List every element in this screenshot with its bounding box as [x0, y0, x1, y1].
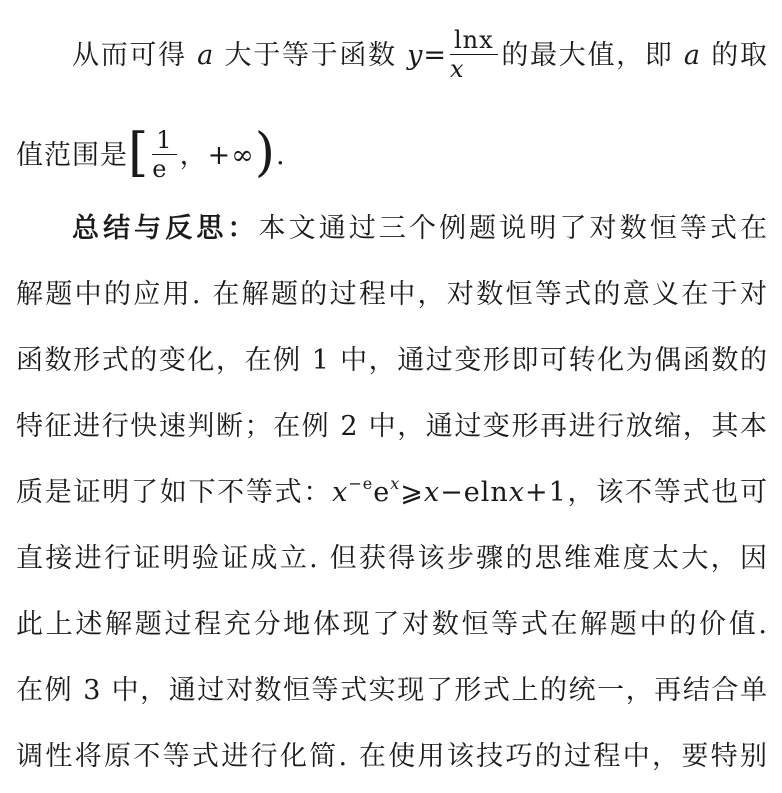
text-segment: 直接进行证明验证成立. 但获得该步骤的思维难度太大，因 — [16, 543, 768, 574]
interval-close-paren: ) — [254, 122, 276, 183]
text-segment: 质是证明了如下不等式： — [16, 477, 333, 508]
text-line-5 — [16, 344, 768, 378]
fraction-numerator: 1 — [152, 126, 176, 155]
text-line-8 — [16, 542, 768, 576]
math-variable-y: y — [407, 40, 424, 71]
math-variable-x: x — [332, 477, 349, 508]
math-equals: = — [423, 40, 447, 71]
text-segment: 特征进行快速判断；在例 2 中，通过变形再进行放缩，其本 — [16, 411, 768, 442]
math-superscript: x — [390, 474, 401, 493]
text-line-9 — [16, 608, 768, 642]
math-geq: ⩾ — [400, 477, 424, 508]
text-line-4 — [16, 278, 768, 312]
text-line-10 — [16, 674, 768, 708]
text-line-3 — [72, 212, 768, 246]
math-superscript: −e — [348, 474, 374, 493]
text-segment: 大于等于函数 — [214, 40, 408, 71]
math-variable-a: a — [683, 40, 701, 71]
text-segment: 在例 3 中，通过对数恒等式实现了形式上的统一，再结合单 — [16, 675, 768, 706]
text-line-2 — [16, 122, 768, 185]
math-variable-x: x — [508, 477, 526, 508]
text-line-11 — [16, 740, 768, 774]
text-line-7 — [16, 476, 768, 510]
text-segment: 从而可得 — [72, 40, 198, 71]
text-line-6 — [16, 410, 768, 444]
text-segment: 解题中的应用. 在解题的过程中，对数恒等式的意义在于对 — [16, 279, 768, 310]
math-variable-a: a — [197, 40, 215, 71]
text-segment: 的最大值，即 — [500, 40, 684, 71]
fraction-denominator: e — [152, 155, 168, 183]
text-segment: 此上述解题过程充分地体现了对数恒等式在解题中的价值. — [16, 609, 768, 640]
math-constant-e: e — [373, 477, 391, 508]
interval-open-bracket: [ — [128, 122, 150, 183]
text-segment: +1，该不等式也可 — [525, 477, 768, 508]
fraction-numerator: lnx — [450, 26, 498, 55]
text-segment: ，+∞ — [179, 140, 255, 171]
section-heading: 总结与反思： — [72, 213, 259, 244]
text-segment: . — [276, 140, 286, 171]
text-line-1 — [72, 28, 768, 85]
text-segment: 函数形式的变化，在例 1 中，通过变形即可转化为偶函数的 — [16, 345, 768, 376]
text-segment: 的取 — [700, 40, 768, 71]
math-segment: −eln — [440, 477, 509, 508]
fraction-1-over-e — [152, 126, 176, 183]
text-segment: 值范围是 — [16, 140, 128, 171]
fraction-lnx-over-x — [450, 26, 498, 83]
text-segment: 调性将原不等式进行化简. 在使用该技巧的过程中，要特别 — [16, 741, 768, 772]
fraction-denominator: x — [449, 55, 465, 83]
text-segment: 本文通过三个例题说明了对数恒等式在 — [258, 213, 769, 244]
math-variable-x: x — [423, 477, 441, 508]
